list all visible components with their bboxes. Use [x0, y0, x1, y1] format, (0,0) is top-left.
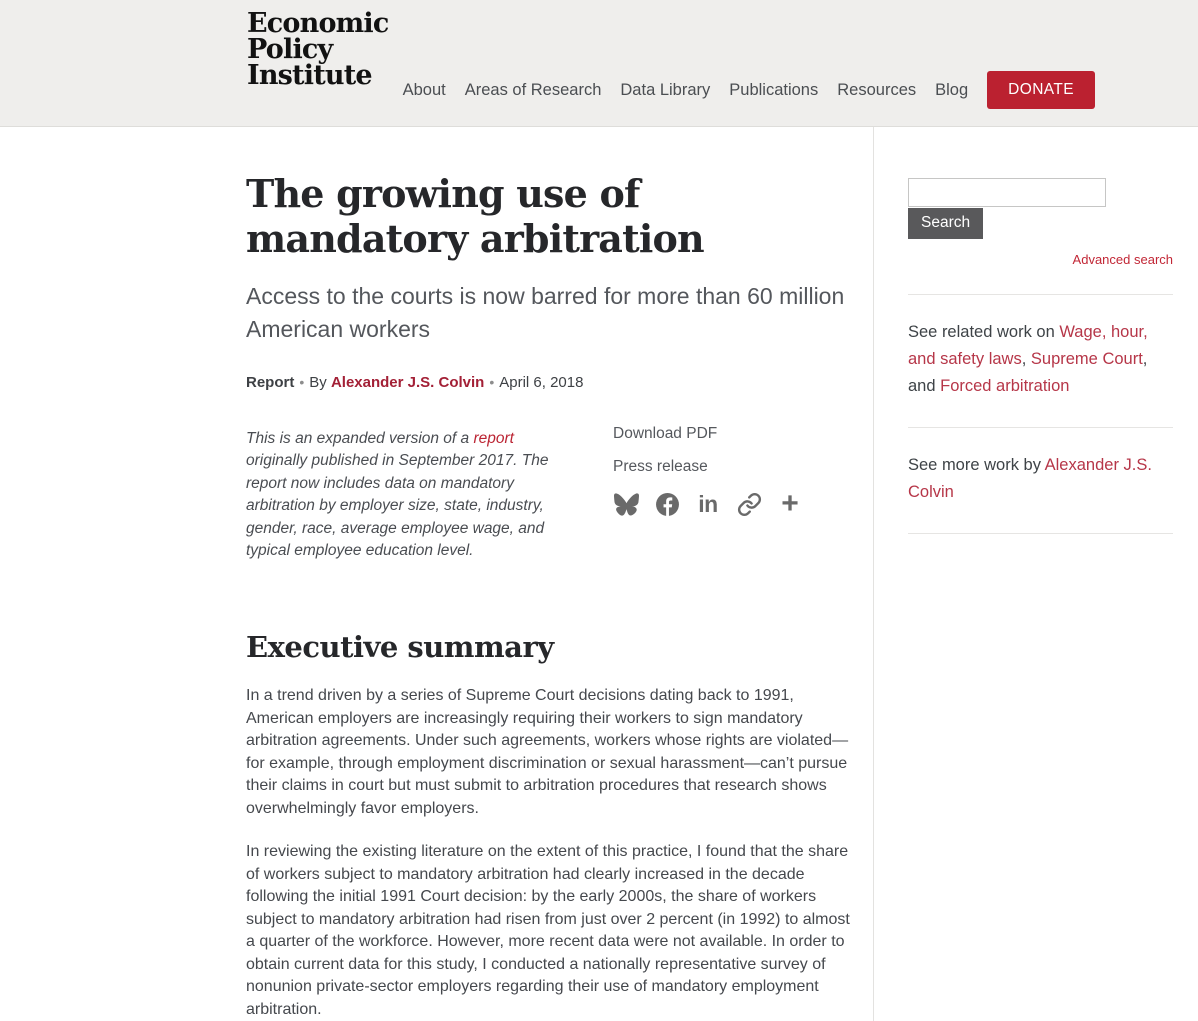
note-text: originally published in September 2017. The report now includes data on mandatory arbitration by employer size, state, industry, gender, race, average employee wage, and typical employee education level. [246, 452, 549, 559]
sidebar-divider [908, 533, 1173, 534]
by-label: By [309, 374, 331, 391]
nav-item-about[interactable]: About [402, 80, 446, 99]
related-work-label: See related work on [908, 323, 1060, 341]
byline-separator: • [299, 374, 305, 390]
copy-link-icon[interactable] [736, 491, 762, 517]
main-nav [403, 71, 1095, 109]
article-column [246, 127, 854, 1021]
sidebar [873, 127, 1198, 1021]
article-title: The growing use of mandatory arbitration [246, 171, 704, 261]
related-separator: , [1021, 350, 1031, 368]
nav-item-publications[interactable]: Publications [729, 80, 819, 99]
more-share-icon[interactable] [777, 487, 803, 520]
plus-glyph: + [781, 487, 799, 520]
related-topic-link-forced-arbitration[interactable]: Forced arbitration [940, 377, 1070, 395]
author-link[interactable]: Alexander J.S. Colvin [330, 374, 485, 391]
logo-line: Economic [247, 8, 389, 39]
facebook-share-icon[interactable] [654, 491, 680, 517]
logo-line: Policy [247, 34, 333, 65]
nav-item-blog[interactable]: Blog [935, 80, 969, 99]
article-subtitle: Access to the courts is now barred for more than 60 million American workers [246, 283, 845, 342]
donate-button[interactable]: DONATE [987, 71, 1095, 109]
press-release-link[interactable]: Press release [613, 458, 708, 475]
body-paragraph: In reviewing the existing literature on the extent of this practice, I found that the share of workers subject to mandatory arbitration had clearly increased in the decade following the initial 1991 Court decision: by the early 2000s, the share of workers subject to mandatory arbitration had risen from just over 2 percent (in 1992) to almost a quarter of the workforce. However, more recent data were not available. In order to obtain current data for this study, I conducted a nationally representative survey of nonunion private-sector employers regarding their use of mandatory employment arbitration. [246, 843, 850, 1018]
article-actions [613, 412, 803, 578]
original-report-link[interactable]: report [473, 429, 514, 447]
more-work-block [908, 452, 1160, 506]
related-work-block [908, 319, 1160, 400]
editor-note [246, 428, 560, 563]
download-pdf-link[interactable]: Download PDF [613, 425, 718, 442]
section-heading-executive-summary: Executive summary [246, 630, 554, 664]
note-and-actions [246, 412, 854, 578]
body-paragraph: In a trend driven by a series of Supreme Court decisions dating back to 1991, American employers are increasingly requiring their workers to sign mandatory arbitration agreements. Under such agreements, workers whose rights are violated—for example, through employment discrimination or sexual harassment—can’t pursue their claims in court but must submit to arbitration procedures that research shows overwhelmingly favor employers. [246, 687, 849, 817]
logo-line: Institute [247, 60, 372, 91]
note-text: This is an expanded version of a [246, 429, 474, 447]
epi-logo[interactable] [247, 8, 389, 91]
site-header [0, 0, 1198, 127]
sidebar-divider [908, 427, 1173, 428]
search-button[interactable]: Search [908, 208, 983, 239]
sidebar-divider [908, 294, 1173, 295]
nav-item-areas-of-research[interactable]: Areas of Research [464, 80, 602, 99]
search-input[interactable] [908, 178, 1106, 207]
more-work-label: See more work by [908, 456, 1045, 474]
publish-date: April 6, 2018 [499, 374, 584, 391]
related-separator: , and [908, 350, 1148, 395]
related-topic-link-supreme-court[interactable]: Supreme Court [1030, 350, 1143, 368]
nav-item-resources[interactable]: Resources [837, 80, 917, 99]
byline [246, 374, 854, 391]
page-layout [0, 127, 1198, 1021]
linkedin-share-icon[interactable] [695, 491, 721, 517]
linkedin-glyph: in [698, 490, 718, 517]
more-work-author-link[interactable]: Alexander J.S. Colvin [908, 456, 1152, 501]
bluesky-share-icon[interactable] [613, 491, 639, 517]
nav-item-data-library[interactable]: Data Library [620, 80, 711, 99]
byline-separator: • [489, 374, 495, 390]
advanced-search-link[interactable]: Advanced search [1072, 252, 1173, 267]
content-type-label: Report [246, 374, 295, 391]
related-topic-link-wage-hour-safety[interactable]: Wage, hour, and safety laws [908, 323, 1148, 368]
share-toolbar [613, 487, 803, 520]
